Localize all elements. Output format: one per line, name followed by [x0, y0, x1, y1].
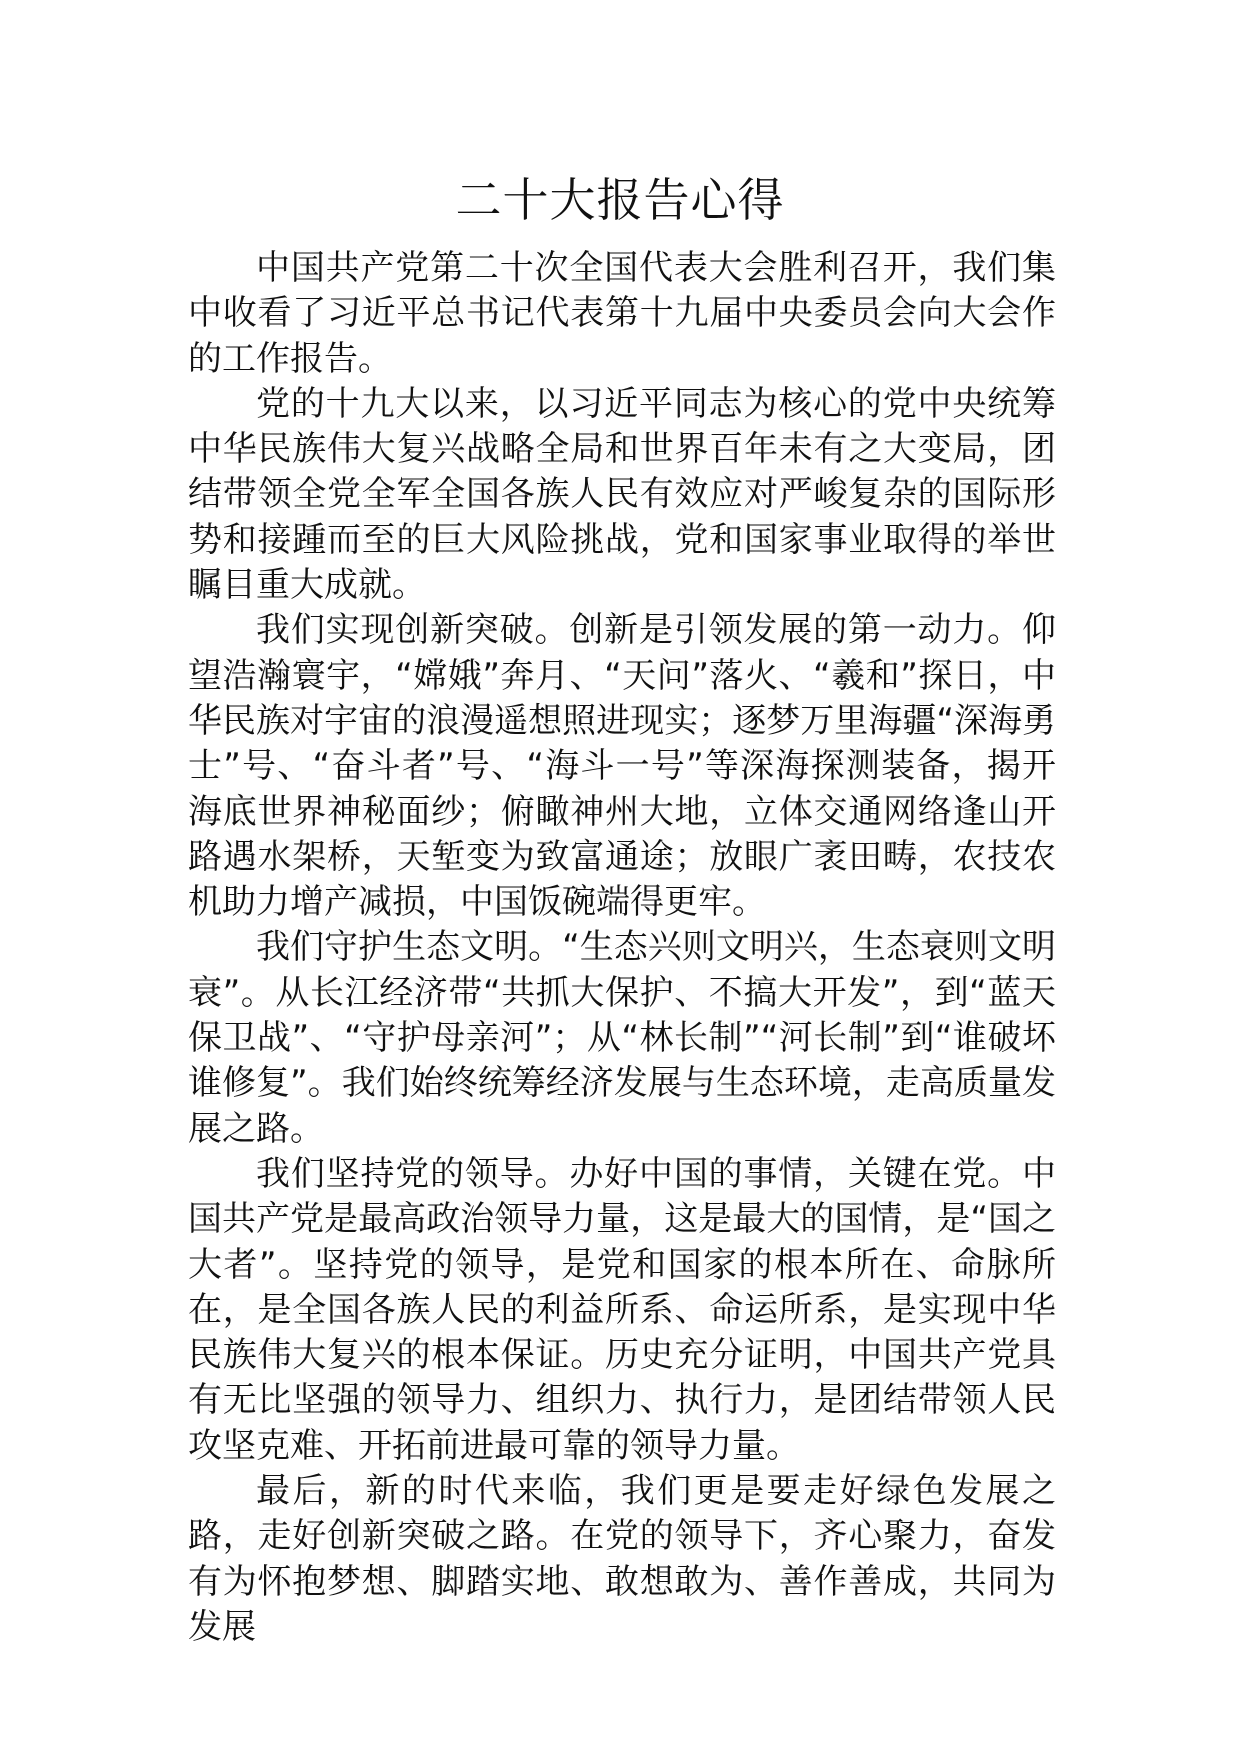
paragraph-2: 党的十九大以来，以习近平同志为核心的党中央统筹中华民族伟大复兴战略全局和世界百年未有之大变局，团结带领全党全军全国各族人民有效应对严峻复杂的国际形势和接踵而至的巨大风险挑战，党和国家事业取得的举世瞩目重大成就。 — [188, 383, 1056, 606]
paragraph-5: 我们坚持党的领导。办好中国的事情，关键在党。中国共产党是最高政治领导力量，这是最大的国情，是“国之大者”。坚持党的领导，是党和国家的根本所在、命脉所在，是全国各族人民的利益所系、命运所系，是实现中华民族伟大复兴的根本保证。历史充分证明，中国共产党具有无比坚强的领导力、组织力、执行力，是团结带领人民攻坚克难、开拓前进最可靠的领导力量。 — [188, 1153, 1056, 1466]
document-title: 二十大报告心得 — [455, 173, 785, 227]
paragraph-3: 我们实现创新突破。创新是引领发展的第一动力。仰望浩瀚寰宇，“嫦娥”奔月、“天问”落火、“羲和”探日，中华民族对宇宙的浪漫遥想照进现实；逐梦万里海疆“深海勇士”号、“奋斗者”号、“海斗一号”等深海探测装备，揭开海底世界神秘面纱；俯瞰神州大地，立体交通网络逢山开路遇水架桥，天堑变为致富通途；放眼广袤田畴，农技农机助力增产减损，中国饭碗端得更牢。 — [188, 610, 1056, 923]
document-body — [188, 246, 1056, 1650]
paragraph-4: 我们守护生态文明。“生态兴则文明兴，生态衰则文明衰”。从长江经济带“共抓大保护、不搞大开发”，到“蓝天保卫战”、“守护母亲河”；从“林长制”“河长制”到“谁破坏谁修复”。我们始终统筹经济发展与生态环境，走高质量发展之路。 — [188, 927, 1056, 1149]
paragraph-1: 中国共产党第二十次全国代表大会胜利召开，我们集中收看了习近平总书记代表第十九届中央委员会向大会作的工作报告。 — [188, 248, 1056, 379]
paragraph-6: 最后，新的时代来临，我们更是要走好绿色发展之路，走好创新突破之路。在党的领导下，齐心聚力，奋发有为怀抱梦想、脚踏实地、敢想敢为、善作善成，共同为发展 — [188, 1471, 1056, 1647]
